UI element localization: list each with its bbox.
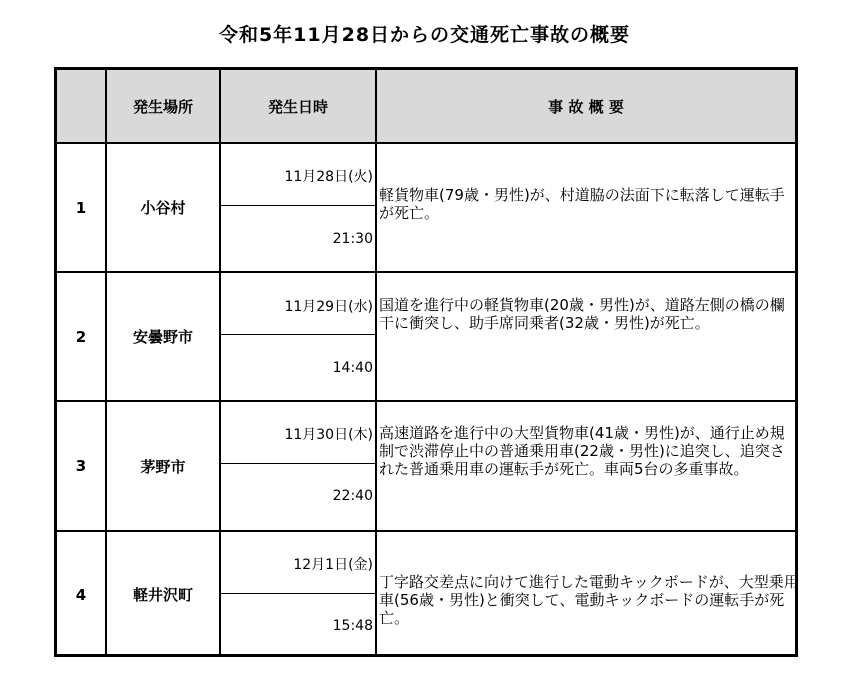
header-summary: 事 故 概 要: [377, 70, 795, 142]
header-datetime: 発生日時: [221, 70, 375, 142]
row-summary: 軽貨物車(79歳・男性)が、村道脇の法面下に転落して運転手が死亡。: [379, 186, 785, 222]
column-divider: [375, 70, 377, 654]
row-place: 茅野市: [140, 457, 186, 476]
row-number: 1: [75, 198, 87, 217]
row-number: 3: [75, 457, 87, 475]
row-time: 22:40: [332, 488, 373, 504]
row-summary: 国道を進行中の軽貨物車(20歳・男性)が、道路左側の橋の欄干に衝突し、助手席同乗者(32歳・男性)が死亡。: [379, 296, 785, 332]
header-no: [57, 70, 105, 142]
row-summary: 丁字路交差点に向けて進行した電動キックボードが、大型乗用車(56歳・男性)と衝突して、電動キックボードの運転手が死亡。: [379, 573, 799, 627]
header-place: 発生場所: [107, 70, 219, 142]
row-number: 2: [75, 327, 87, 346]
row-time: 15:48: [332, 618, 373, 634]
page-title: 令和5年11月28日からの交通死亡事故の概要: [218, 24, 631, 46]
datetime-divider: [219, 463, 375, 464]
datetime-divider: [219, 334, 375, 335]
row-date: 12月1日(金): [293, 557, 373, 573]
accident-table: [54, 67, 798, 657]
row-place: 軽井沢町: [132, 586, 193, 604]
row-place: 安曇野市: [132, 328, 193, 346]
row-date: 11月28日(火): [284, 169, 373, 185]
datetime-divider: [219, 593, 375, 594]
row-summary: 高速道路を進行中の大型貨物車(41歳・男性)が、通行止め規制で渋滞停止中の普通乗用車(22歳・男性)に追突し、追突された普通乗用車の運転手が死亡。車両5台の多重事故。: [379, 424, 785, 478]
datetime-divider: [219, 205, 375, 206]
row-place: 小谷村: [140, 199, 186, 217]
row-time: 21:30: [332, 231, 373, 247]
row-date: 11月30日(木): [284, 427, 373, 443]
row-number: 4: [75, 585, 87, 604]
row-time: 14:40: [332, 360, 373, 376]
row-date: 11月29日(水): [284, 299, 373, 315]
